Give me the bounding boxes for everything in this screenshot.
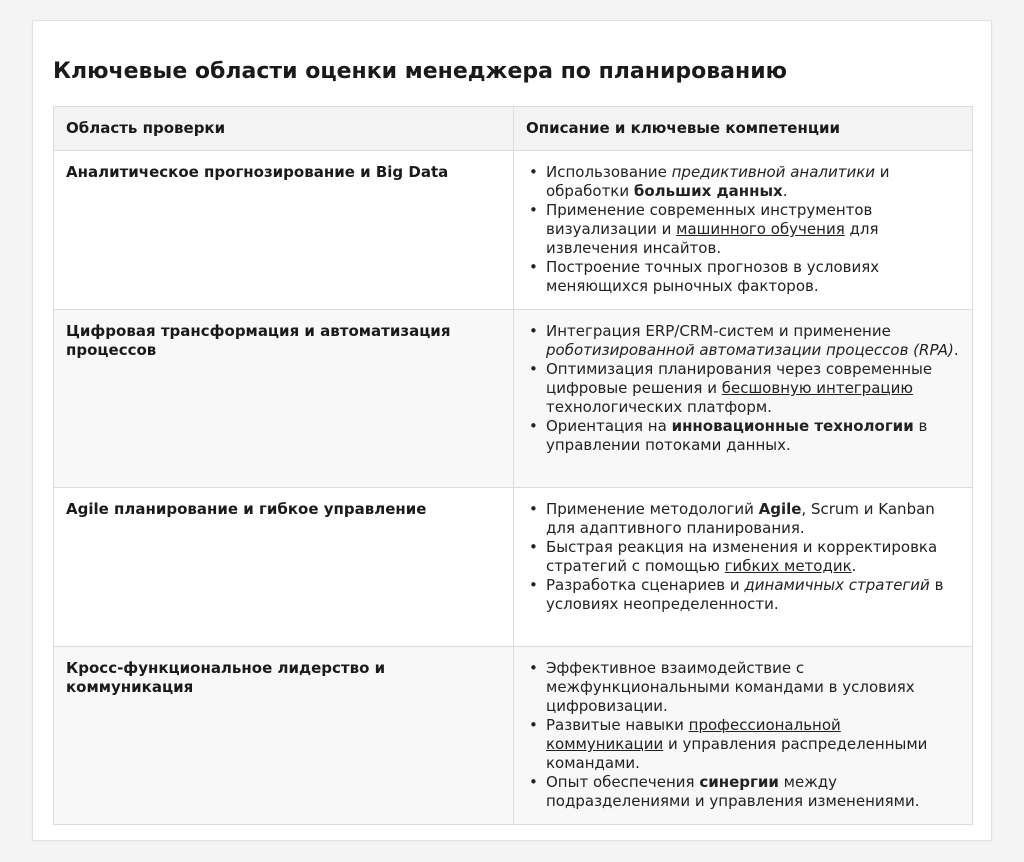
table-row	[54, 310, 973, 488]
header-description: Описание и ключевые компетенции	[514, 107, 973, 151]
list-item: • Построение точных прогнозов в условиях меняющихся рыночных факторов.	[546, 258, 960, 296]
evaluation-table	[53, 106, 973, 825]
list-item: • Оптимизация планирования через современные цифровые решения и бесшовную интеграцию технологических платформ.	[546, 360, 960, 417]
description-cell	[514, 647, 973, 825]
area-cell: Цифровая трансформация и автоматизация процессов	[54, 310, 514, 488]
description-cell	[514, 310, 973, 488]
list-item: • Развитые навыки профессиональной коммуникации и управления распределенными командами.	[546, 716, 960, 773]
header-area: Область проверки	[54, 107, 514, 151]
area-cell: Кросс-функциональное лидерство и коммуникация	[54, 647, 514, 825]
list-item: • Эффективное взаимодействие с межфункциональными командами в условиях цифровизации.	[546, 659, 960, 716]
competency-list	[526, 500, 960, 614]
description-cell	[514, 488, 973, 647]
list-item: • Разработка сценариев и динамичных стратегий в условиях неопределенности.	[546, 576, 960, 614]
page-title: Ключевые области оценки менеджера по планированию	[53, 59, 787, 84]
competency-list	[526, 163, 960, 296]
list-item: • Использование предиктивной аналитики и обработки больших данных.	[546, 163, 960, 201]
description-cell	[514, 151, 973, 310]
list-item: • Быстрая реакция на изменения и корректировка стратегий с помощью гибких методик.	[546, 538, 960, 576]
area-cell: Agile планирование и гибкое управление	[54, 488, 514, 647]
table-row	[54, 151, 973, 310]
list-item: • Применение современных инструментов визуализации и машинного обучения для извлечения инсайтов.	[546, 201, 960, 258]
table-header-row	[54, 107, 973, 151]
table-row	[54, 488, 973, 647]
list-item: • Интеграция ERP/CRM-систем и применение роботизированной автоматизации процессов (RPA).	[546, 322, 960, 360]
content-card	[32, 20, 992, 841]
competency-list	[526, 322, 960, 455]
list-item: • Ориентация на инновационные технологии в управлении потоками данных.	[546, 417, 960, 455]
competency-list	[526, 659, 960, 811]
area-cell: Аналитическое прогнозирование и Big Data	[54, 151, 514, 310]
list-item: • Опыт обеспечения синергии между подразделениями и управления изменениями.	[546, 773, 960, 811]
table-row	[54, 647, 973, 825]
list-item: • Применение методологий Agile, Scrum и Kanban для адаптивного планирования.	[546, 500, 960, 538]
